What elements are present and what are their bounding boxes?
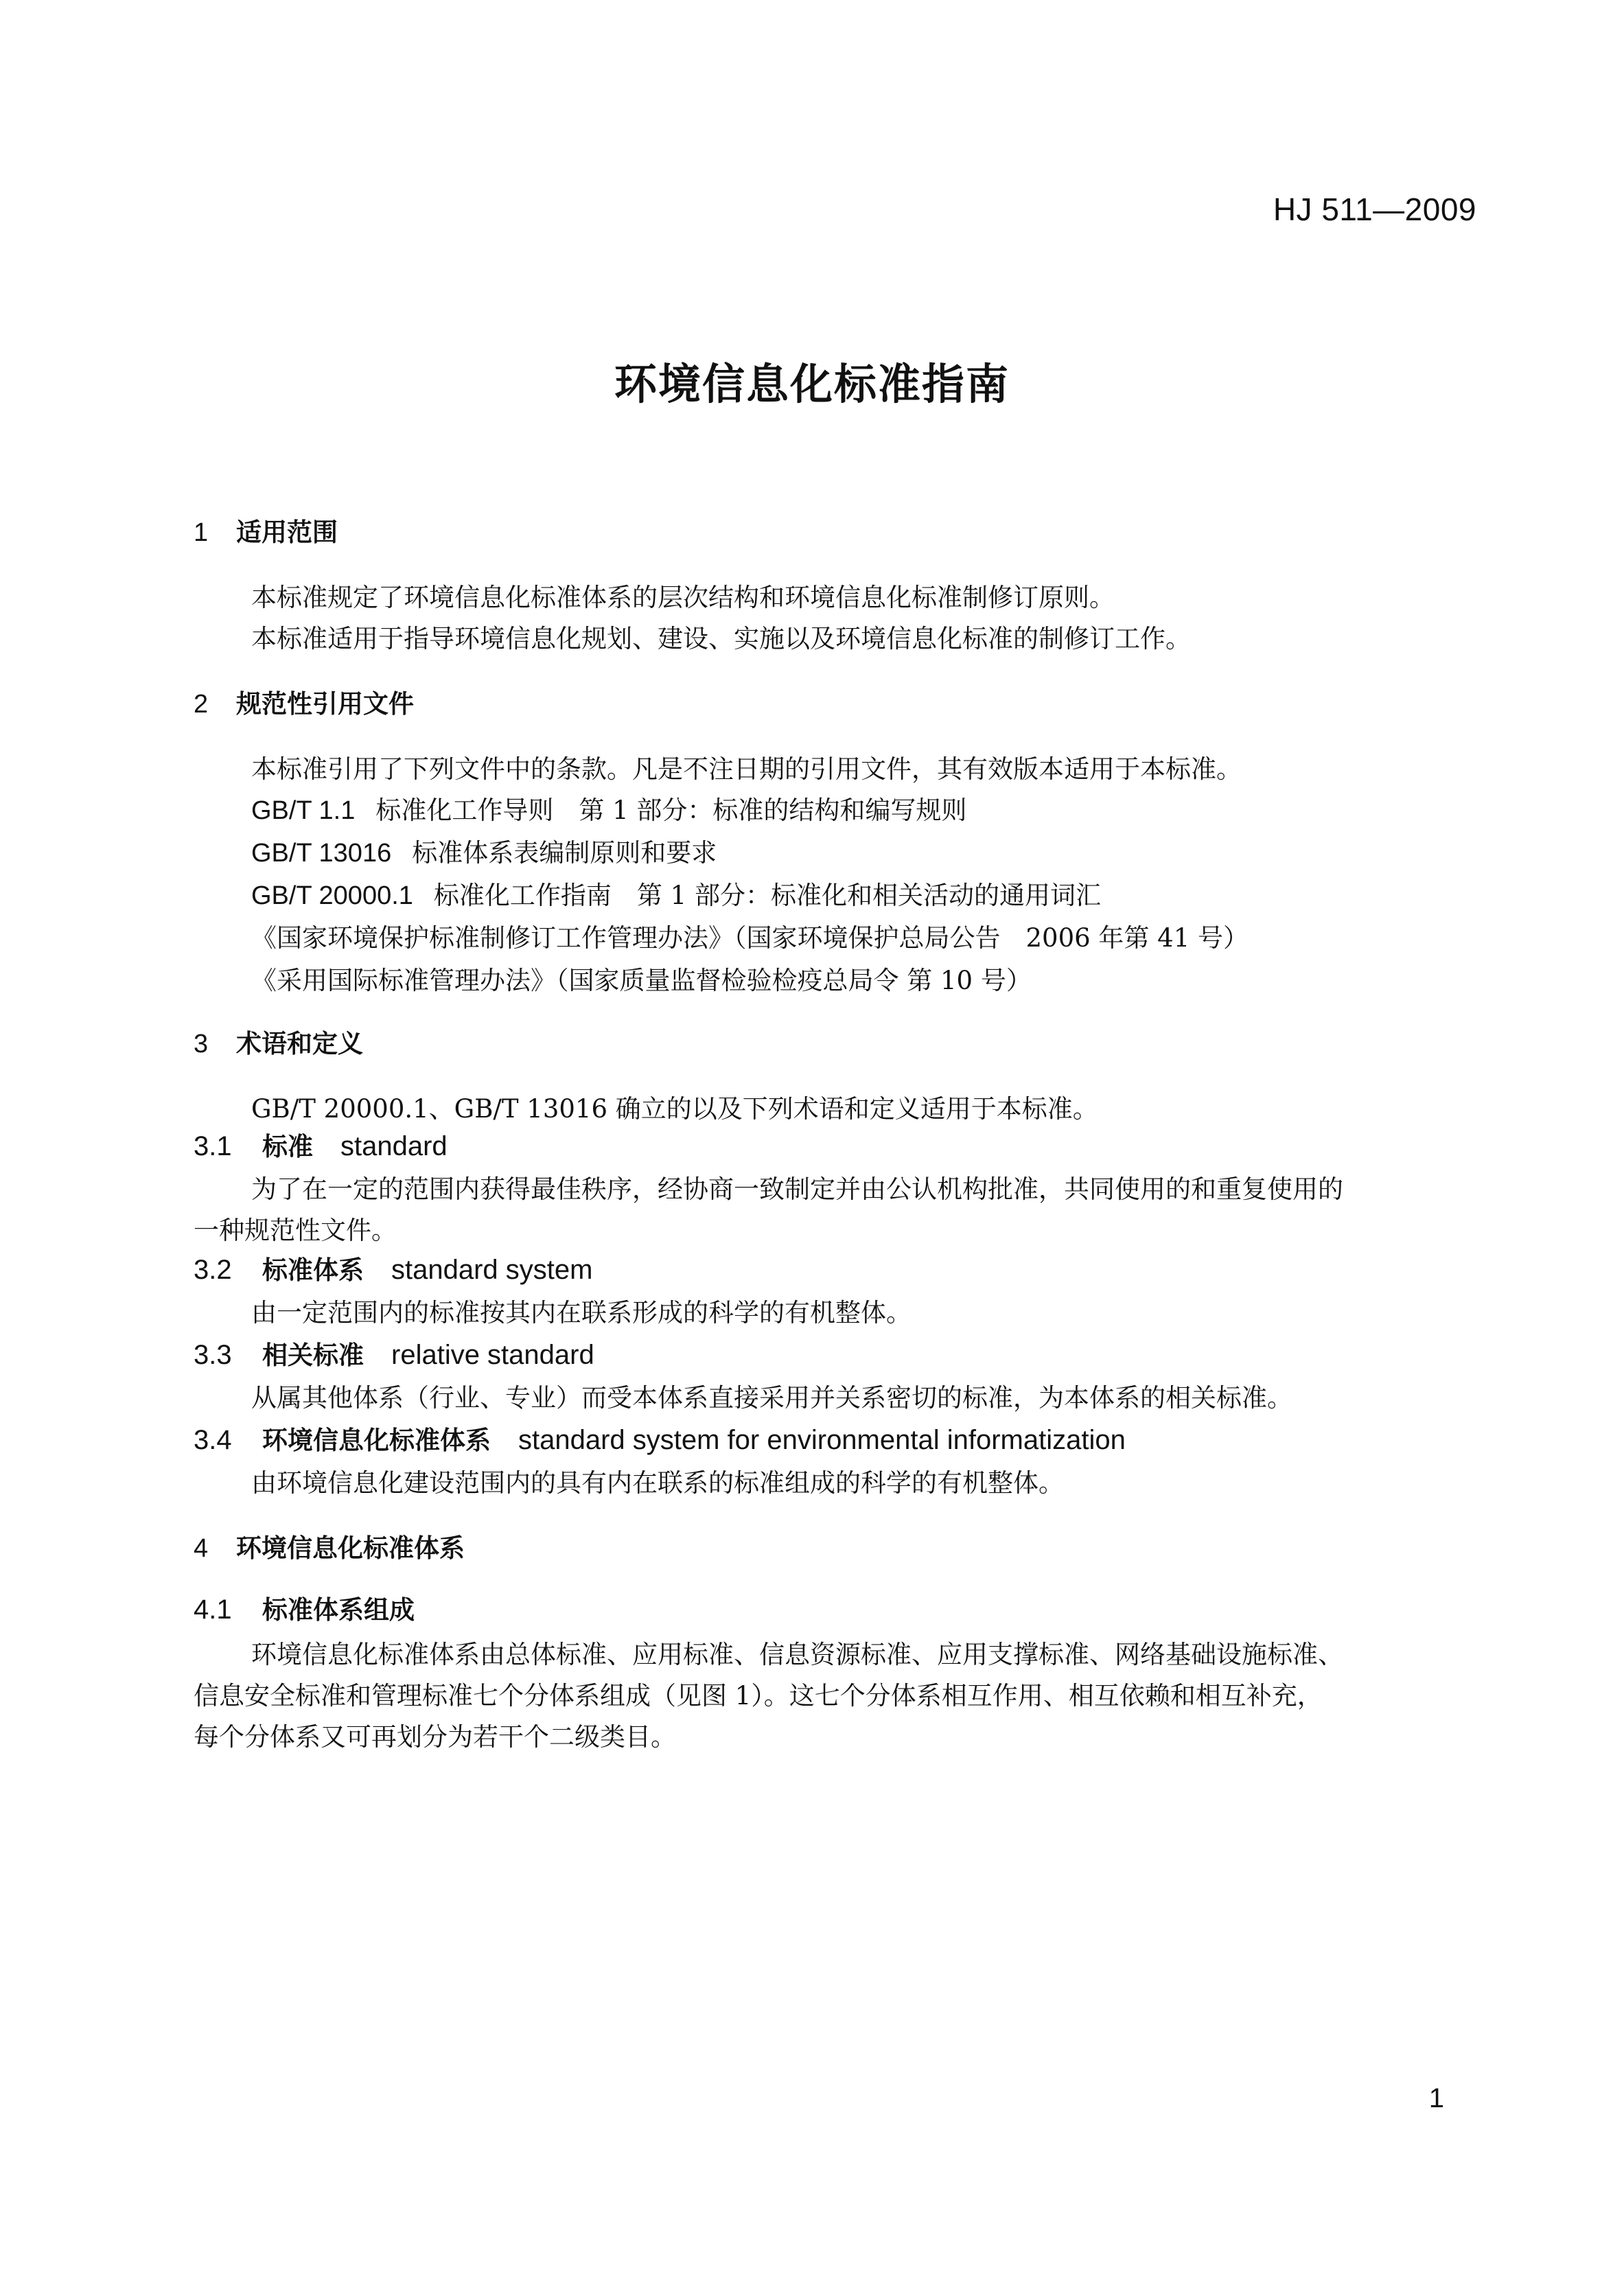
term-number: 3.4 [194, 1425, 232, 1455]
term-heading [194, 1334, 594, 1371]
reference-item [251, 874, 1101, 912]
reference-code: GB/T 20000.1 [251, 881, 413, 910]
reference-item [251, 832, 717, 869]
section-number: 2 [194, 690, 209, 719]
reference-item: 《国家环境保护标准制修订工作管理办法》（国家环境保护总局公告 2006 年第 41 号） [251, 923, 1249, 953]
section-title: 规范性引用文件 [236, 689, 414, 719]
section-title: 环境信息化标准体系 [236, 1533, 465, 1563]
section-title: 术语和定义 [236, 1029, 363, 1058]
term-number: 3.3 [194, 1340, 232, 1370]
document-title: 环境信息化标准指南 [614, 359, 1010, 409]
reference-code: GB/T 13016 [251, 839, 392, 868]
subsection-heading [194, 1589, 442, 1626]
term-english: standard system [391, 1255, 593, 1285]
term-chinese: 标准体系 [262, 1255, 364, 1285]
section-number: 4 [194, 1534, 209, 1563]
term-heading [194, 1126, 448, 1163]
term-chinese: 标准 [262, 1132, 313, 1161]
section-3-heading [194, 1023, 363, 1060]
section-1-heading [194, 511, 338, 548]
document-code: HJ 511—2009 [1273, 192, 1476, 227]
term-definition: 由一定范围内的标准按其内在联系形成的科学的有机整体。 [251, 1298, 912, 1327]
paragraph: 本标准引用了下列文件中的条款。凡是不注日期的引用文件，其有效版本适用于本标准。 [251, 754, 1242, 784]
term-heading [194, 1249, 592, 1286]
reference-text: 标准体系表编制原则和要求 [412, 838, 717, 868]
paragraph: 信息安全标准和管理标准七个分体系组成（见图 1）。这七个分体系相互作用、相互依赖和相互补充， [194, 1681, 1323, 1711]
term-chinese: 相关标准 [262, 1341, 364, 1370]
section-2-heading [194, 683, 414, 720]
reference-text: 标准化工作指南 第 1 部分：标准化和相关活动的通用词汇 [433, 881, 1101, 910]
section-number: 1 [194, 518, 209, 547]
term-chinese: 环境信息化标准体系 [262, 1426, 491, 1455]
reference-code: GB/T 1.1 [251, 796, 356, 825]
term-english: standard [340, 1131, 448, 1161]
page-number: 1 [1428, 2083, 1444, 2113]
paragraph: 本标准适用于指导环境信息化规划、建设、实施以及环境信息化标准的制修订工作。 [251, 624, 1191, 653]
term-number: 3.1 [194, 1131, 232, 1161]
term-english: relative standard [391, 1340, 594, 1370]
paragraph: 本标准规定了环境信息化标准体系的层次结构和环境信息化标准制修订原则。 [251, 583, 1115, 612]
reference-item [251, 789, 966, 826]
term-english: standard system for environmental informatization [518, 1425, 1126, 1455]
term-definition: 为了在一定的范围内获得最佳秩序，经协商一致制定并由公认机构批准，共同使用的和重复使用的 [251, 1174, 1343, 1204]
paragraph: GB/T 20000.1、GB/T 13016 确立的以及下列术语和定义适用于本标准。 [251, 1094, 1098, 1124]
term-definition: 从属其他体系（行业、专业）而受本体系直接采用并关系密切的标准，为本体系的相关标准。 [251, 1383, 1292, 1413]
reference-item: 《采用国际标准管理办法》（国家质量监督检验检疫总局令 第 10 号） [251, 966, 1032, 995]
term-number: 3.2 [194, 1255, 232, 1285]
subsection-number: 4.1 [194, 1595, 232, 1625]
section-4-heading [194, 1527, 465, 1564]
term-definition: 由环境信息化建设范围内的具有内在联系的标准组成的科学的有机整体。 [251, 1468, 1064, 1498]
subsection-title: 标准体系组成 [262, 1595, 415, 1625]
paragraph: 每个分体系又可再划分为若干个二级类目。 [194, 1722, 676, 1752]
term-heading [194, 1419, 1126, 1457]
section-number: 3 [194, 1030, 209, 1058]
section-title: 适用范围 [236, 518, 338, 547]
reference-text: 标准化工作导则 第 1 部分：标准的结构和编写规则 [375, 796, 967, 825]
term-definition: 一种规范性文件。 [194, 1216, 397, 1245]
paragraph: 环境信息化标准体系由总体标准、应用标准、信息资源标准、应用支撑标准、网络基础设施标准、 [251, 1640, 1343, 1669]
